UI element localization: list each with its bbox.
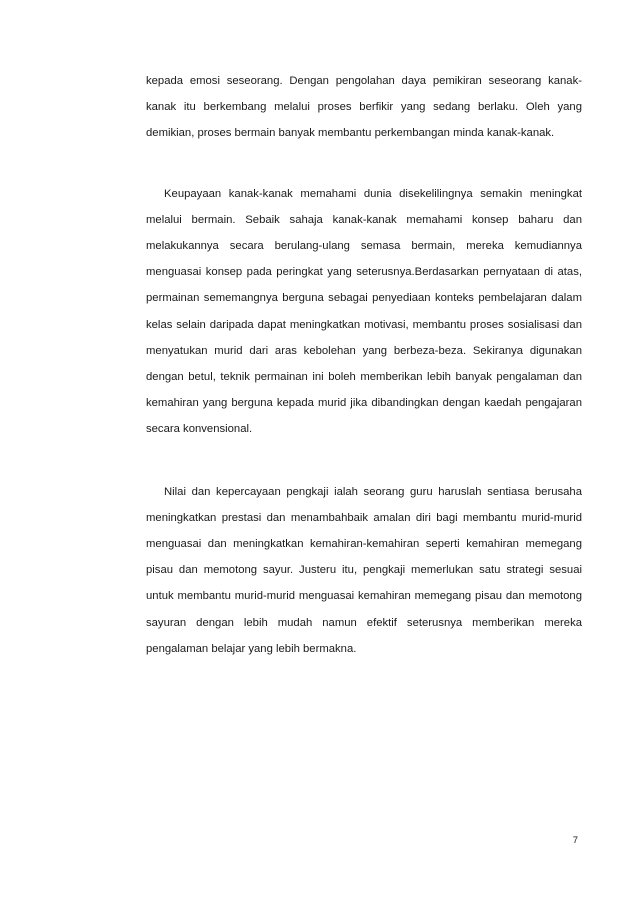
body-paragraph-2: Keupayaan kanak-kanak memahami dunia disekelilingnya semakin meningkat melalui bermain. Sebaik sahaja kanak-kanak memahami konsep baharu dan melakukannya secara berulang-ulang semasa bermain, mereka kemudiannya menguasai konsep pada peringkat yang seterusnya.Berdasarkan pernyataan di atas, permainan sememangnya berguna sebagai penyediaan konteks pembelajaran dalam kelas selain daripada dapat meningkatkan motivasi, membantu proses sosialisasi dan menyatukan murid dari aras kebolehan yang berbeza-beza. Sekiranya digunakan dengan betul, teknik permainan ini boleh memberikan lebih banyak pengalaman dan kemahiran yang berguna kepada murid jika dibandingkan dengan kaedah pengajaran secara konvensional. (146, 187, 582, 436)
body-paragraph-3: Nilai dan kepercayaan pengkaji ialah seorang guru haruslah sentiasa berusaha meningkatkan prestasi dan menambahbaik amalan diri bagi membantu murid-murid menguasai dan meningkatkan kemahiran-kemahiran seperti kemahiran memegang pisau dan memotong sayur. Justeru itu, pengkaji memerlukan satu strategi sesuai untuk membantu murid-murid menguasai kemahiran memegang pisau dan memotong sayuran dengan lebih mudah namun efektif seterusnya memberikan mereka pengalaman belajar yang lebih bermakna. (146, 485, 582, 655)
body-paragraph-1: kepada emosi seseorang. Dengan pengolahan daya pemikiran seseorang kanak-kanak itu berkembang melalui proses berfikir yang sedang berlaku. Oleh yang demikian, proses bermain banyak membantu perkembangan minda kanak-kanak. (146, 75, 582, 140)
page-number: 7 (572, 835, 578, 846)
